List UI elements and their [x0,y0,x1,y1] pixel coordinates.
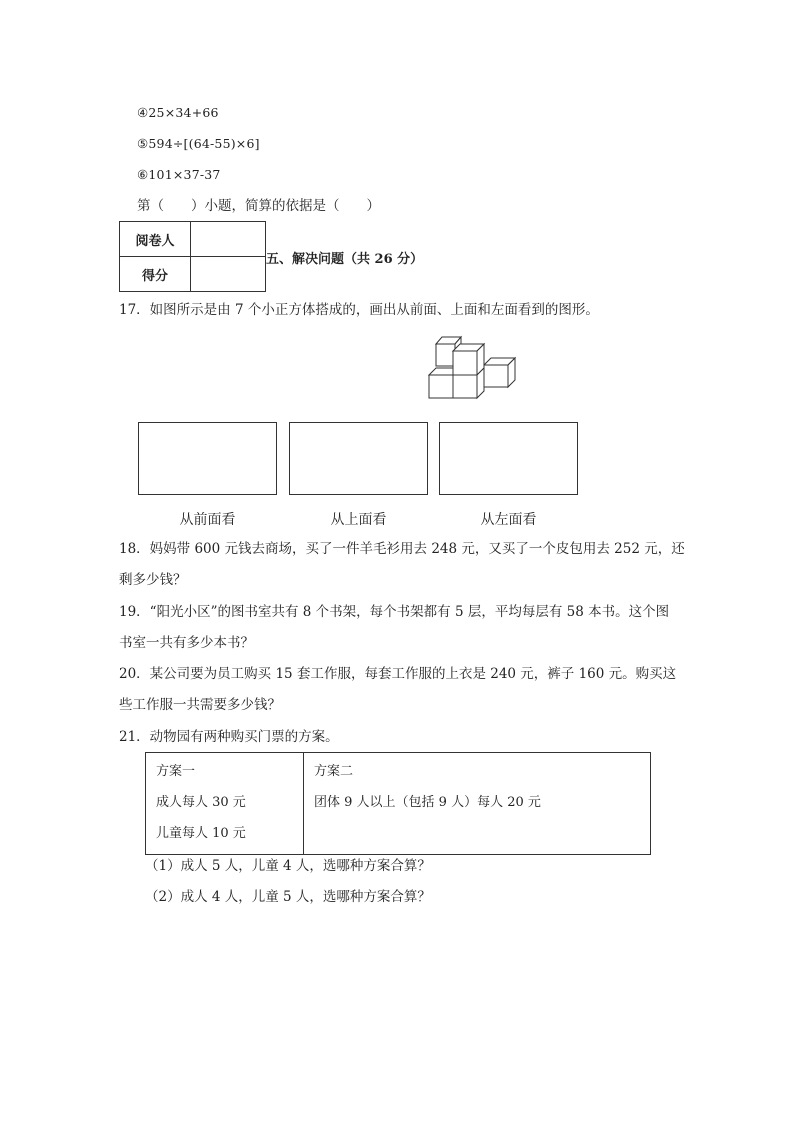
plan-two-group: 团体 9 人以上（包括 9 人）每人 20 元 [314,795,541,810]
reviewer-cell [191,222,266,257]
front-view-label: 从前面看 [179,512,236,528]
cube-face [453,351,477,375]
score-label: 得分 [120,257,191,292]
question-17: 17．如图所示是由 7 个小正方体搭成的，画出从前面、上面和左面看到的图形。 [119,302,599,318]
plan-two-cell [304,753,651,855]
reviewer-label: 阅卷人 [120,222,191,257]
question-21: 21．动物园有两种购买门票的方案。 [119,729,339,745]
plan-one-cell [146,753,304,855]
calc-item-6: ⑥101×37-37 [137,167,221,182]
section-title: 五、解决问题（共 26 分） [266,252,424,267]
plan-one-child: 儿童每人 10 元 [156,826,246,841]
top-view-box [289,422,428,495]
front-view-box [138,422,277,495]
score-cell [191,257,266,292]
cube-face [453,375,477,398]
basis-question: 第（ ）小题，简算的依据是（ ） [137,198,380,214]
grading-table [119,221,266,292]
cube-face [429,375,453,398]
question-21-sub2: （2）成人 4 人，儿童 5 人，选哪种方案合算？ [145,889,431,905]
question-20-line2: 些工作服一共需要多少钱？ [119,697,281,713]
calc-item-5: ⑤594÷[(64-55)×6] [137,136,260,151]
top-view-label: 从上面看 [330,512,387,528]
cube-face [484,365,508,387]
plan-one-adult: 成人每人 30 元 [156,795,246,810]
question-19-line2: 书室一共有多少本书？ [119,635,254,651]
left-view-label: 从左面看 [480,512,537,528]
question-20-line1: 20．某公司要为员工购买 15 套工作服，每套工作服的上衣是 240 元，裤子 160 元。购买这 [119,666,677,682]
question-19-line1: 19．“阳光小区”的图书室共有 8 个书架，每个书架都有 5 层，平均每层有 58 本书。这个图 [119,604,670,620]
ticket-plan-table [145,752,651,855]
cube-figure [426,330,526,402]
plan-one-title: 方案一 [156,764,196,779]
plan-two-title: 方案二 [314,764,354,779]
question-18-line1: 18．妈妈带 600 元钱去商场，买了一件羊毛衫用去 248 元，又买了一个皮包用去 252 元，还 [119,541,685,557]
cube-face [436,344,455,366]
calc-item-4: ④25×34+66 [137,105,219,120]
question-21-sub1: （1）成人 5 人，儿童 4 人，选哪种方案合算？ [145,858,431,874]
question-18-line2: 剩多少钱？ [119,572,187,588]
cube-face [429,368,453,375]
left-view-box [439,422,578,495]
